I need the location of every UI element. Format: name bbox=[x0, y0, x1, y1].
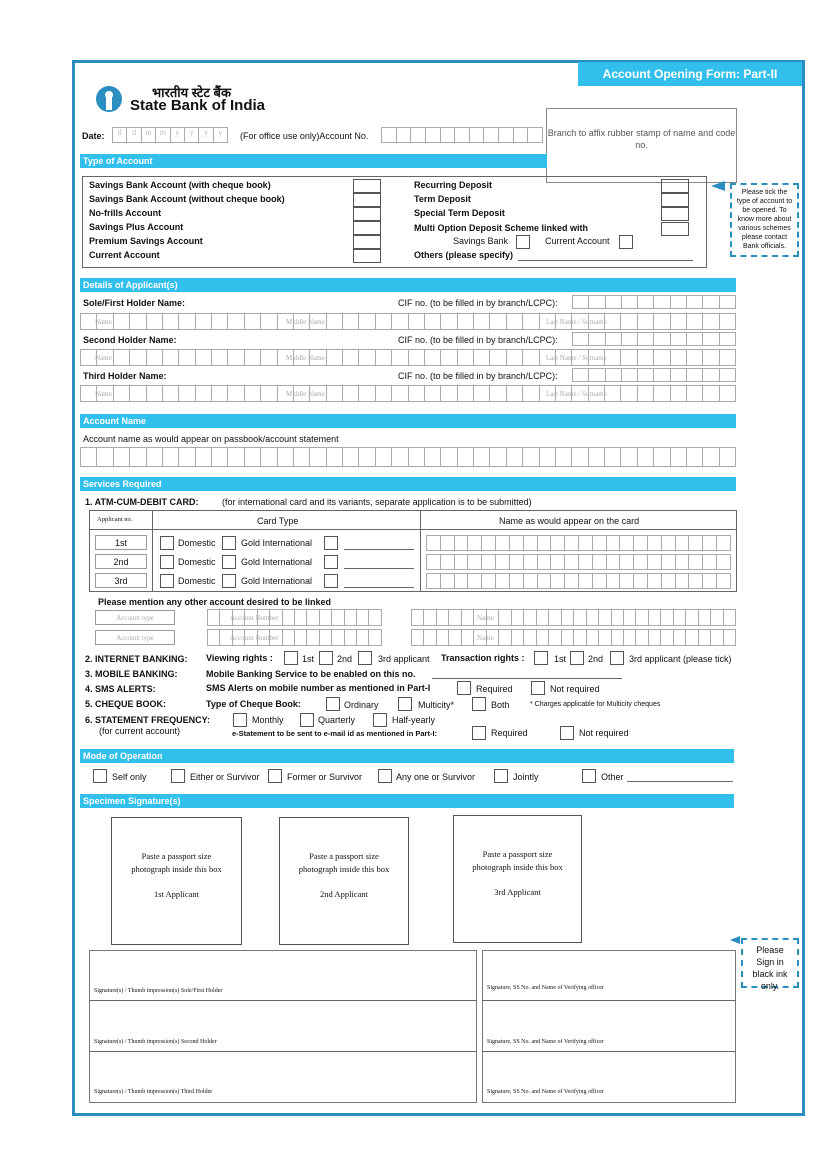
acct-type-checkbox[interactable] bbox=[353, 179, 381, 193]
txn-2nd-checkbox[interactable] bbox=[570, 651, 584, 665]
account-no-label: (For office use only)Account No. bbox=[240, 131, 369, 141]
arrow-icon bbox=[711, 181, 725, 191]
mode-checkbox[interactable] bbox=[93, 769, 107, 783]
card-extra-checkbox[interactable] bbox=[324, 536, 338, 550]
atm-header-line bbox=[89, 529, 737, 530]
ph-link-name: Name bbox=[477, 614, 494, 622]
txn-1st-checkbox[interactable] bbox=[534, 651, 548, 665]
ph-name: Name bbox=[95, 390, 112, 398]
card-extra-checkbox[interactable] bbox=[324, 574, 338, 588]
gold-checkbox[interactable] bbox=[222, 536, 236, 550]
sig-area-label[interactable]: Signature(s) / Thumb impression(s) Third Holder bbox=[94, 1089, 213, 1095]
mobile-text: Mobile Banking Service to be enabled on this no. bbox=[206, 669, 416, 679]
acct-type-label: Savings Plus Account bbox=[89, 222, 184, 232]
both-checkbox[interactable] bbox=[472, 697, 486, 711]
view-3rd-label: 3rd applicant bbox=[378, 654, 430, 664]
section-details: Details of Applicant(s) bbox=[80, 278, 736, 292]
domestic-label: Domestic bbox=[178, 557, 216, 567]
photo-box-2[interactable] bbox=[279, 817, 409, 945]
ph-acct-number: Account Number bbox=[230, 614, 279, 622]
view-3rd-checkbox[interactable] bbox=[358, 651, 372, 665]
acct-type-checkbox[interactable] bbox=[661, 193, 689, 207]
holder-name-label: Sole/First Holder Name: bbox=[83, 298, 186, 308]
acct-type-checkbox[interactable] bbox=[661, 179, 689, 193]
ph-name: Name bbox=[95, 354, 112, 362]
atm-note: (for international card and its variants, separate application is to be submitted) bbox=[222, 497, 532, 507]
sms-title: 4. SMS ALERTS: bbox=[85, 684, 156, 694]
date-d2[interactable]: d bbox=[127, 127, 141, 143]
gold-checkbox[interactable] bbox=[222, 574, 236, 588]
quarterly-label: Quarterly bbox=[318, 715, 356, 725]
section-account-name: Account Name bbox=[80, 414, 736, 428]
mobile-number-input[interactable] bbox=[432, 678, 622, 679]
acct-type-label: Special Term Deposit bbox=[414, 208, 505, 218]
ph-name: Name bbox=[95, 318, 112, 326]
sms-notrequired-label: Not required bbox=[550, 684, 600, 694]
atm-col-line bbox=[152, 510, 153, 592]
form-part-label: Account Opening Form: Part-II bbox=[578, 62, 802, 86]
photo-applicant: 1st Applicant bbox=[153, 889, 200, 899]
txn-1st-label: 1st bbox=[554, 654, 567, 664]
acct-type-checkbox[interactable] bbox=[353, 207, 381, 221]
account-no-field[interactable] bbox=[381, 127, 543, 143]
domestic-label: Domestic bbox=[178, 538, 216, 548]
cif-label: CIF no. (to be filled in by branch/LCPC): bbox=[398, 298, 558, 308]
holder-name-label: Third Holder Name: bbox=[83, 371, 167, 381]
estatement-text: e-Statement to be sent to e-mail id as mentioned in Part-I: bbox=[232, 729, 438, 738]
atm-col-line bbox=[420, 510, 421, 592]
card-name-field[interactable] bbox=[426, 554, 731, 570]
mode-checkbox[interactable] bbox=[171, 769, 185, 783]
photo-applicant: 3rd Applicant bbox=[494, 887, 541, 897]
card-extra-line[interactable] bbox=[344, 549, 414, 550]
photo-instruction: Paste a passport size photograph inside this box bbox=[131, 851, 222, 874]
ordinary-label: Ordinary bbox=[344, 700, 379, 710]
others-label: Others (please specify) bbox=[414, 250, 514, 260]
sig-area-label[interactable]: Signature(s) / Thumb impression(s) Second Holder bbox=[94, 1039, 217, 1045]
monthly-label: Monthly bbox=[252, 715, 284, 725]
estatement-required-checkbox[interactable] bbox=[472, 726, 486, 740]
verify-area-label[interactable]: Signature, SS No. and Name of Verifying officer bbox=[487, 985, 604, 991]
link-acct-type[interactable]: Account type bbox=[95, 630, 175, 645]
sbi-logo-icon bbox=[96, 86, 122, 112]
link-label: Please mention any other account desired to be linked bbox=[98, 597, 332, 607]
mode-checkbox[interactable] bbox=[378, 769, 392, 783]
view-1st-checkbox[interactable] bbox=[284, 651, 298, 665]
acct-type-checkbox[interactable] bbox=[353, 235, 381, 249]
mobile-title: 3. MOBILE BANKING: bbox=[85, 669, 178, 679]
date-y4[interactable]: y bbox=[214, 127, 228, 143]
holder-name-field[interactable] bbox=[80, 313, 736, 330]
mode-checkbox[interactable] bbox=[582, 769, 596, 783]
cif-label: CIF no. (to be filled in by branch/LCPC): bbox=[398, 371, 558, 381]
view-2nd-label: 2nd bbox=[337, 654, 353, 664]
section-signature: Specimen Signature(s) bbox=[80, 794, 734, 808]
viewing-label: Viewing rights : bbox=[206, 653, 273, 663]
statement-title: 6. STATEMENT FREQUENCY: bbox=[85, 715, 211, 725]
others-input[interactable] bbox=[518, 260, 693, 261]
date-y2[interactable]: y bbox=[185, 127, 199, 143]
transaction-label: Transaction rights : bbox=[441, 653, 525, 663]
date-d1[interactable]: d bbox=[112, 127, 127, 143]
ph-middle: Middle Name bbox=[286, 318, 325, 326]
photo-applicant: 2nd Applicant bbox=[320, 889, 368, 899]
mods-savings-checkbox[interactable] bbox=[516, 235, 530, 249]
sig-area-label[interactable]: Signature(s) / Thumb impression(s) Sole/First Holder bbox=[94, 988, 223, 994]
domestic-checkbox[interactable] bbox=[160, 574, 174, 588]
multicity-label: Multicity* bbox=[418, 700, 455, 710]
signature-left-box bbox=[89, 950, 477, 1103]
bank-name: State Bank of India bbox=[130, 97, 266, 114]
tick-note: Please tick the type of account to be opened. To know more about various schemes please contact Bank officials. bbox=[730, 183, 799, 257]
mods-savings-label: Savings Bank bbox=[453, 236, 509, 246]
account-name-field[interactable] bbox=[80, 447, 736, 467]
mode-other-input[interactable] bbox=[627, 781, 733, 782]
ph-last: Last Name / Surname bbox=[546, 354, 607, 362]
acct-type-label: Term Deposit bbox=[414, 194, 471, 204]
mode-label: Any one or Survivor bbox=[396, 772, 476, 782]
date-y3[interactable]: y bbox=[199, 127, 213, 143]
ph-middle: Middle Name bbox=[286, 390, 325, 398]
verify-area-label[interactable]: Signature, SS No. and Name of Verifying officer bbox=[487, 1089, 604, 1095]
ph-acct-number: Account Number bbox=[230, 634, 279, 642]
arrow-icon bbox=[730, 936, 740, 944]
acct-type-label: Premium Savings Account bbox=[89, 236, 203, 246]
estatement-required-label: Required bbox=[491, 728, 528, 738]
acct-type-checkbox[interactable] bbox=[353, 249, 381, 263]
ph-middle: Middle Name bbox=[286, 354, 325, 362]
signature-right-box bbox=[482, 950, 736, 1103]
gold-checkbox[interactable] bbox=[222, 555, 236, 569]
mods-current-checkbox[interactable] bbox=[619, 235, 633, 249]
estatement-notrequired-label: Not required bbox=[579, 728, 629, 738]
cheque-note: * Charges applicable for Multicity cheques bbox=[530, 701, 661, 708]
cif-field[interactable] bbox=[572, 332, 736, 346]
sig-divider bbox=[89, 1051, 477, 1052]
date-label: Date: bbox=[82, 131, 105, 141]
card-extra-line[interactable] bbox=[344, 587, 414, 588]
sig-divider bbox=[482, 1051, 736, 1052]
acct-type-checkbox[interactable] bbox=[661, 222, 689, 236]
sign-note: Please Sign in black ink only. bbox=[741, 938, 799, 988]
date-m1[interactable]: m bbox=[142, 127, 156, 143]
cif-field[interactable] bbox=[572, 295, 736, 309]
card-extra-checkbox[interactable] bbox=[324, 555, 338, 569]
photo-box-3[interactable] bbox=[453, 815, 582, 943]
cif-field[interactable] bbox=[572, 368, 736, 382]
txn-2nd-label: 2nd bbox=[588, 654, 604, 664]
card-name-field[interactable] bbox=[426, 573, 731, 589]
ph-last: Last Name / Surname bbox=[546, 390, 607, 398]
ordinary-checkbox[interactable] bbox=[326, 697, 340, 711]
card-extra-line[interactable] bbox=[344, 568, 414, 569]
applicant-no: 3rd bbox=[95, 573, 147, 588]
acct-type-label: Multi Option Deposit Scheme linked with bbox=[414, 223, 589, 233]
applicant-no: 2nd bbox=[95, 554, 147, 569]
txn-3rd-label: 3rd applicant (please tick) bbox=[629, 654, 732, 664]
sig-divider bbox=[89, 1000, 477, 1001]
acct-type-label: No-frills Account bbox=[89, 208, 162, 218]
sms-notrequired-checkbox[interactable] bbox=[531, 681, 545, 695]
section-mode: Mode of Operation bbox=[80, 749, 734, 763]
acct-type-label: Recurring Deposit bbox=[414, 180, 493, 190]
card-name-field[interactable] bbox=[426, 535, 731, 551]
verify-area-label[interactable]: Signature, SS No. and Name of Verifying officer bbox=[487, 1039, 604, 1045]
txn-3rd-checkbox[interactable] bbox=[610, 651, 624, 665]
multicity-checkbox[interactable] bbox=[398, 697, 412, 711]
statement-sub: (for current account) bbox=[99, 726, 181, 736]
mods-current-label: Current Account bbox=[545, 236, 610, 246]
acct-type-label: Current Account bbox=[89, 250, 160, 260]
sms-required-checkbox[interactable] bbox=[457, 681, 471, 695]
photo-instruction: Paste a passport size photograph inside this box bbox=[472, 849, 563, 872]
photo-instruction: Paste a passport size photograph inside this box bbox=[298, 851, 390, 874]
col-card-type: Card Type bbox=[257, 516, 299, 526]
view-2nd-checkbox[interactable] bbox=[319, 651, 333, 665]
mode-label: Either or Survivor bbox=[190, 772, 260, 782]
internet-title: 2. INTERNET BANKING: bbox=[85, 654, 188, 664]
domestic-label: Domestic bbox=[178, 576, 216, 586]
date-y1[interactable]: y bbox=[171, 127, 185, 143]
monthly-checkbox[interactable] bbox=[233, 713, 247, 727]
quarterly-checkbox[interactable] bbox=[300, 713, 314, 727]
link-name[interactable] bbox=[411, 609, 736, 626]
both-label: Both bbox=[491, 700, 510, 710]
cheque-text: Type of Cheque Book: bbox=[206, 699, 301, 709]
halfyearly-label: Half-yearly bbox=[392, 715, 436, 725]
mode-label: Self only bbox=[112, 772, 147, 782]
gold-label: Gold International bbox=[241, 538, 313, 548]
col-applicant: Applicant no. bbox=[97, 516, 133, 523]
bank-name-hindi: भारतीय स्टेट बैंक bbox=[152, 85, 231, 100]
link-name[interactable] bbox=[411, 629, 736, 646]
gold-label: Gold International bbox=[241, 557, 313, 567]
estatement-notrequired-checkbox[interactable] bbox=[560, 726, 574, 740]
section-type-of-account: Type of Account bbox=[80, 154, 547, 168]
stamp-box: Branch to affix rubber stamp of name and code no. bbox=[546, 108, 737, 183]
mode-label: Jointly bbox=[513, 772, 539, 782]
account-name-label: Account name as would appear on passbook/account statement bbox=[83, 434, 339, 444]
gold-label: Gold International bbox=[241, 576, 313, 586]
date-m2[interactable]: m bbox=[156, 127, 170, 143]
section-services: Services Required bbox=[80, 477, 736, 491]
col-card-name: Name as would appear on the card bbox=[499, 516, 640, 526]
acct-type-checkbox[interactable] bbox=[353, 193, 381, 207]
domestic-checkbox[interactable] bbox=[160, 555, 174, 569]
halfyearly-checkbox[interactable] bbox=[373, 713, 387, 727]
view-1st-label: 1st bbox=[302, 654, 315, 664]
sms-text: SMS Alerts on mobile number as mentioned in Part-I bbox=[206, 683, 431, 693]
acct-type-checkbox[interactable] bbox=[661, 207, 689, 221]
link-acct-type[interactable]: Account type bbox=[95, 610, 175, 625]
ph-last: Last Name / Surname bbox=[546, 318, 607, 326]
domestic-checkbox[interactable] bbox=[160, 536, 174, 550]
atm-title: 1. ATM-CUM-DEBIT CARD: bbox=[85, 497, 199, 507]
cif-label: CIF no. (to be filled in by branch/LCPC): bbox=[398, 335, 558, 345]
cheque-title: 5. CHEQUE BOOK: bbox=[85, 699, 167, 709]
mode-checkbox[interactable] bbox=[494, 769, 508, 783]
holder-name-field[interactable] bbox=[80, 349, 736, 366]
acct-type-checkbox[interactable] bbox=[353, 221, 381, 235]
mode-checkbox[interactable] bbox=[268, 769, 282, 783]
mode-label: Other bbox=[601, 772, 624, 782]
acct-type-label: Savings Bank Account (without cheque book) bbox=[89, 194, 285, 204]
mode-label: Former or Survivor bbox=[287, 772, 363, 782]
date-field[interactable] bbox=[112, 127, 228, 143]
photo-box-1[interactable] bbox=[111, 817, 242, 945]
ph-link-name: Name bbox=[477, 634, 494, 642]
holder-name-field[interactable] bbox=[80, 385, 736, 402]
sig-divider bbox=[482, 1000, 736, 1001]
acct-type-label: Savings Bank Account (with cheque book) bbox=[89, 180, 271, 190]
holder-name-label: Second Holder Name: bbox=[83, 335, 177, 345]
applicant-no: 1st bbox=[95, 535, 147, 550]
sms-required-label: Required bbox=[476, 684, 513, 694]
